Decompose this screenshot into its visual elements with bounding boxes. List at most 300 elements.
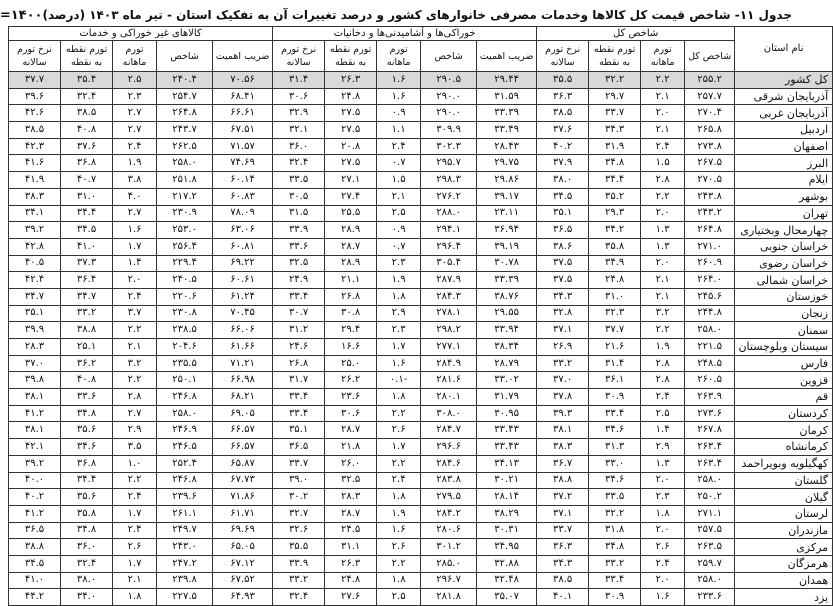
table-cell: ۲.۱ xyxy=(377,188,421,205)
table-cell: ۲.۱ xyxy=(641,288,685,305)
table-cell: ۲۴۶.۵ xyxy=(157,439,213,456)
table-cell: ۳۴.۳ xyxy=(589,122,641,139)
table-cell: ۳۳.۹ xyxy=(273,555,325,572)
table-cell: ۲۴۳.۰ xyxy=(157,539,213,556)
table-cell: ۱.۴ xyxy=(113,255,157,272)
table-cell: ۲.۰ xyxy=(641,522,685,539)
table-cell: ۳۱.۸ xyxy=(589,522,641,539)
table-cell: ۲.۱ xyxy=(641,88,685,105)
table-cell: ۳۳.۰ xyxy=(589,455,641,472)
table-cell: ۳.۸ xyxy=(113,172,157,189)
table-cell: ۴۱.۹ xyxy=(9,172,61,189)
table-cell: ۲.۲ xyxy=(377,405,421,422)
table-cell: ۳۸.۶ xyxy=(537,238,589,255)
province-name: ایلام xyxy=(735,172,833,189)
table-cell: ۳۵.۱ xyxy=(537,205,589,222)
table-cell: ۲۴.۸ xyxy=(325,572,377,589)
table-cell: ۲۲۹.۴ xyxy=(157,255,213,272)
table-cell: ۳۷.۱ xyxy=(537,505,589,522)
table-cell: ۳۸.۳۴ xyxy=(477,339,537,356)
table-cell: ۳۲.۹ xyxy=(273,105,325,122)
table-cell: ۳۲.۴ xyxy=(61,555,113,572)
table-cell: ۳.۵ xyxy=(113,439,157,456)
table-cell: ۱.۹ xyxy=(377,272,421,289)
table-cell: ۳۹.۶ xyxy=(9,88,61,105)
table-cell: ۳۶.۰ xyxy=(273,138,325,155)
table-cell: ۰.۹ xyxy=(377,105,421,122)
table-cell: ۳۰.۷۸ xyxy=(477,255,537,272)
table-cell: ۱.۸ xyxy=(377,489,421,506)
table-cell: ۲.۸ xyxy=(641,372,685,389)
table-cell: ۲۴.۸ xyxy=(325,88,377,105)
table-cell: ۲۸.۹ xyxy=(325,255,377,272)
table-cell: ۶۱.۷۱ xyxy=(213,505,273,522)
table-cell: ۲۶.۰ xyxy=(325,455,377,472)
table-cell: ۱.۶ xyxy=(113,222,157,239)
table-row xyxy=(9,288,833,305)
table-cell: ۴۴.۲ xyxy=(9,589,61,606)
table-cell: ۳۲.۷ xyxy=(273,505,325,522)
table-cell: ۶۵.۰۵ xyxy=(213,539,273,556)
table-cell: ۱.۵ xyxy=(641,155,685,172)
table-cell: ۲۶۰.۹ xyxy=(685,255,735,272)
table-cell: ۲۸۱.۶ xyxy=(421,372,477,389)
table-cell: ۱.۷ xyxy=(113,505,157,522)
table-row xyxy=(9,222,833,239)
table-cell: ۲۸.۹ xyxy=(325,222,377,239)
table-cell: ۲۴۵.۶ xyxy=(685,288,735,305)
table-cell: ۲۵۸.۰ xyxy=(685,322,735,339)
table-cell: ۳۶.۷ xyxy=(537,455,589,472)
table-cell: ۳۹.۱۷ xyxy=(477,188,537,205)
table-cell: ۲۲۱.۵ xyxy=(685,339,735,356)
table-cell: ۳۴.۸ xyxy=(589,539,641,556)
table-cell: ۳۴.۷ xyxy=(61,288,113,305)
table-cell: ۲۵.۰ xyxy=(325,355,377,372)
table-cell: ۳۸.۱ xyxy=(537,422,589,439)
table-row xyxy=(9,422,833,439)
table-cell: ۲۶۰.۵ xyxy=(685,372,735,389)
table-cell: ۳۰.۷ xyxy=(273,305,325,322)
table-cell: ۳۰.۶ xyxy=(325,405,377,422)
table-cell: ۳۶.۳ xyxy=(537,539,589,556)
table-cell: ۲۴۰.۵ xyxy=(157,272,213,289)
table-cell: ۰.۹ xyxy=(377,222,421,239)
col-header: ضریب اهمیت xyxy=(213,41,273,72)
table-cell: ۱.۶ xyxy=(377,522,421,539)
table-cell: ۴۰.۲ xyxy=(537,138,589,155)
col-header: نرخ تورم سالانه xyxy=(9,41,61,72)
table-row xyxy=(9,305,833,322)
table-cell: ۲.۵ xyxy=(113,72,157,89)
table-cell: ۱.۳ xyxy=(641,222,685,239)
table-cell: ۲۱.۶ xyxy=(589,339,641,356)
table-cell: ۱.۸ xyxy=(113,589,157,606)
table-cell: ۲۴۳.۷ xyxy=(157,122,213,139)
province-name: خراسان شمالی xyxy=(735,272,833,289)
table-cell: ۲۹۶.۶ xyxy=(421,439,477,456)
table-cell: ۳۰۸.۰ xyxy=(421,405,477,422)
table-cell: ۳۵.۱ xyxy=(9,305,61,322)
table-cell: ۲۵۴.۷ xyxy=(157,88,213,105)
table-cell: ۳۴.۴ xyxy=(61,205,113,222)
table-cell: -۰.۱ xyxy=(377,372,421,389)
table-cell: ۲۹۰.۰ xyxy=(421,105,477,122)
table-cell: ۶۷.۱۲ xyxy=(213,555,273,572)
table-cell: ۳۴.۱ xyxy=(9,205,61,222)
table-cell: ۲۸.۳ xyxy=(9,339,61,356)
table-cell: ۳۸.۸ xyxy=(61,322,113,339)
table-cell: ۱.۹ xyxy=(641,339,685,356)
table-cell: ۲.۴ xyxy=(641,389,685,406)
table-cell: ۲۵۹.۷ xyxy=(685,555,735,572)
table-cell: ۲۸۴.۹ xyxy=(421,355,477,372)
province-name: قزوین xyxy=(735,372,833,389)
table-cell: ۲۵۵.۲ xyxy=(685,72,735,89)
province-name: خراسان جنوبی xyxy=(735,238,833,255)
province-name: اردبیل xyxy=(735,122,833,139)
table-cell: ۳۱.۵ xyxy=(273,205,325,222)
table-cell: ۲.۲ xyxy=(377,555,421,572)
table-cell: ۳۴.۵ xyxy=(537,188,589,205)
table-cell: ۲.۱ xyxy=(641,122,685,139)
table-cell: ۲۷.۴ xyxy=(325,188,377,205)
table-cell: ۶۶.۵۷ xyxy=(213,422,273,439)
table-cell: ۱.۳ xyxy=(641,238,685,255)
table-cell: ۳۱.۳ xyxy=(589,439,641,456)
table-cell: ۲.۰ xyxy=(641,205,685,222)
table-cell: ۳۴.۲ xyxy=(589,222,641,239)
table-cell: ۲۴۷.۲ xyxy=(157,555,213,572)
table-cell: ۳۰.۳۱ xyxy=(477,522,537,539)
table-cell: ۲.۵ xyxy=(377,589,421,606)
table-cell: ۲۹.۸۶ xyxy=(477,172,537,189)
table-cell: ۳.۷ xyxy=(113,305,157,322)
table-cell: ۲.۲ xyxy=(377,455,421,472)
table-cell: ۳۷.۲ xyxy=(537,489,589,506)
table-cell: ۲۹۸.۲ xyxy=(421,322,477,339)
table-cell: ۳۹.۰ xyxy=(273,472,325,489)
table-cell: ۳۶.۳ xyxy=(537,88,589,105)
table-cell: ۲۷۳.۶ xyxy=(685,405,735,422)
province-name: کل کشور xyxy=(735,72,833,89)
table-cell: ۳۰۲.۳ xyxy=(421,138,477,155)
price-index-table xyxy=(8,26,833,606)
table-cell: ۳۳.۹ xyxy=(273,222,325,239)
table-cell: ۳۴.۸ xyxy=(61,405,113,422)
table-cell: ۳۲.۱ xyxy=(273,122,325,139)
province-name: بوشهر xyxy=(735,188,833,205)
province-name: آذربایجان غربی xyxy=(735,105,833,122)
table-cell: ۳۲.۵ xyxy=(273,255,325,272)
table-cell: ۶۶.۶۱ xyxy=(213,105,273,122)
table-cell: ۲۵۷.۷ xyxy=(685,88,735,105)
province-name: هرمزگان xyxy=(735,555,833,572)
province-name: کرمانشاه xyxy=(735,439,833,456)
table-cell: ۲۱۷.۲ xyxy=(157,188,213,205)
table-cell: ۳۴.۱۳ xyxy=(477,455,537,472)
table-cell: ۲۸.۷ xyxy=(325,238,377,255)
table-cell: ۲.۳ xyxy=(377,322,421,339)
table-cell: ۳۳.۶ xyxy=(273,238,325,255)
table-cell: ۱.۳ xyxy=(641,455,685,472)
province-name: گیلان xyxy=(735,489,833,506)
table-cell: ۲.۴ xyxy=(113,288,157,305)
table-cell: ۳۷.۷ xyxy=(589,322,641,339)
base-year: ۱۴۰۰= xyxy=(0,7,43,23)
table-cell: ۲۹.۷ xyxy=(589,88,641,105)
table-cell: ۱.۶ xyxy=(377,355,421,372)
table-cell: ۲.۴ xyxy=(641,555,685,572)
table-cell: ۳۸.۳ xyxy=(9,188,61,205)
table-cell: ۲.۲ xyxy=(113,322,157,339)
table-cell: ۳۳.۲ xyxy=(273,572,325,589)
table-cell: ۳۳.۴ xyxy=(273,288,325,305)
table-cell: ۲۷.۱ xyxy=(325,172,377,189)
col-header: تورم نقطه به نقطه xyxy=(325,41,377,72)
table-cell: ۳۵.۶ xyxy=(61,489,113,506)
table-cell: ۲۶۷.۸ xyxy=(685,422,735,439)
table-cell: ۳۶.۵ xyxy=(273,439,325,456)
table-cell: ۳۳.۲ xyxy=(537,355,589,372)
table-cell: ۲.۲ xyxy=(641,322,685,339)
table-cell: ۱.۸ xyxy=(641,505,685,522)
table-cell: ۲۸۴.۲ xyxy=(421,505,477,522)
table-cell: ۴۰.۷ xyxy=(61,172,113,189)
table-cell: ۲۹۴.۱ xyxy=(421,222,477,239)
table-cell: ۳۴.۰ xyxy=(61,589,113,606)
table-cell: ۳۶.۵ xyxy=(537,222,589,239)
table-cell: ۲۶.۲ xyxy=(325,372,377,389)
table-cell: ۳۰.۸ xyxy=(325,305,377,322)
table-row xyxy=(9,238,833,255)
table-cell: ۳۳.۳۹ xyxy=(477,272,537,289)
table-cell: ۲۴۳.۸ xyxy=(685,188,735,205)
table-cell: ۳۴.۴ xyxy=(589,172,641,189)
table-cell: ۲۲۷.۵ xyxy=(157,589,213,606)
table-cell: ۲.۹ xyxy=(377,305,421,322)
table-cell: ۳۶.۹۴ xyxy=(477,222,537,239)
table-cell: ۳۹.۳ xyxy=(537,405,589,422)
table-row xyxy=(9,389,833,406)
col-header: تورم نقطه به نقطه xyxy=(589,41,641,72)
table-cell: ۲.۳ xyxy=(113,88,157,105)
table-cell: ۲۴۰.۴ xyxy=(157,72,213,89)
table-cell: ۲۷.۵ xyxy=(325,155,377,172)
table-cell: ۲۳.۶ xyxy=(325,389,377,406)
table-cell: ۲۷۱.۱ xyxy=(685,505,735,522)
table-cell: ۲.۴ xyxy=(377,472,421,489)
table-cell: ۳۳.۷ xyxy=(273,455,325,472)
table-row xyxy=(9,188,833,205)
province-name: فارس xyxy=(735,355,833,372)
table-cell: ۲۰۴.۶ xyxy=(157,339,213,356)
table-cell: ۳۲.۳ xyxy=(589,305,641,322)
table-cell: ۴.۰ xyxy=(113,188,157,205)
table-cell: ۳۴.۷ xyxy=(9,288,61,305)
table-cell: ۲۸۵.۰ xyxy=(421,555,477,572)
table-cell: ۲۹۶.۴ xyxy=(421,238,477,255)
table-row xyxy=(9,355,833,372)
province-name: البرز xyxy=(735,155,833,172)
table-cell: ۶۷.۵۱ xyxy=(213,122,273,139)
table-cell: ۱.۸ xyxy=(377,389,421,406)
table-cell: ۲۸۴.۷ xyxy=(421,422,477,439)
table-cell: ۲۴۸.۵ xyxy=(685,355,735,372)
table-cell: ۲.۴ xyxy=(641,138,685,155)
table-cell: ۱.۴ xyxy=(641,422,685,439)
table-cell: ۲۸.۷ xyxy=(325,422,377,439)
table-row xyxy=(9,88,833,105)
table-cell: ۱.۸ xyxy=(377,572,421,589)
table-cell: ۳۹.۲ xyxy=(9,455,61,472)
table-cell: ۴۲.۳ xyxy=(9,138,61,155)
table-cell: ۳۴.۹۵ xyxy=(477,539,537,556)
table-row xyxy=(9,138,833,155)
table-cell: ۱.۱ xyxy=(377,122,421,139)
table-cell: ۱.۶ xyxy=(377,72,421,89)
table-row xyxy=(9,105,833,122)
table-cell: ۳۰.۵ xyxy=(273,188,325,205)
table-cell: ۳۸.۵ xyxy=(537,572,589,589)
table-cell: ۳۸.۸ xyxy=(9,539,61,556)
table-row xyxy=(9,555,833,572)
table-cell: ۳۵.۸ xyxy=(61,505,113,522)
table-cell: ۶۷.۷۳ xyxy=(213,472,273,489)
table-cell: ۳۱.۷۹ xyxy=(477,389,537,406)
table-cell: ۲۹۶.۷ xyxy=(421,572,477,589)
table-cell: ۶۴.۹۳ xyxy=(213,589,273,606)
province-name: چهارمحال وبختیاری xyxy=(735,222,833,239)
table-cell: ۳۶.۲ xyxy=(61,355,113,372)
province-name: مازندران xyxy=(735,522,833,539)
table-cell: ۳۳.۴۳ xyxy=(477,439,537,456)
table-cell: ۳۴.۳ xyxy=(537,555,589,572)
table-cell: ۳۶.۵ xyxy=(9,522,61,539)
group-header-total: شاخص کل xyxy=(537,27,735,41)
table-cell: ۲۷۱.۰ xyxy=(685,238,735,255)
table-cell: ۳۳.۲ xyxy=(589,555,641,572)
table-cell: ۲۶.۸ xyxy=(325,288,377,305)
table-cell: ۴۱.۶ xyxy=(9,155,61,172)
table-cell: ۳۴.۶ xyxy=(589,472,641,489)
table-cell: ۳۷.۹ xyxy=(537,155,589,172)
province-name: کرمان xyxy=(735,422,833,439)
table-row xyxy=(9,255,833,272)
table-cell: ۳۸.۸ xyxy=(537,472,589,489)
table-cell: ۲۷۶.۲ xyxy=(421,188,477,205)
table-cell: ۳۶.۴ xyxy=(61,272,113,289)
table-cell: ۳۲.۸ xyxy=(537,305,589,322)
table-cell: ۳۲.۴۸ xyxy=(477,572,537,589)
table-cell: ۳۲.۲ xyxy=(589,72,641,89)
table-cell: ۲.۷ xyxy=(113,122,157,139)
table-cell: ۲۸۱.۸ xyxy=(421,589,477,606)
table-cell: ۱.۷ xyxy=(113,555,157,572)
table-row xyxy=(9,122,833,139)
table-cell: ۰.۷ xyxy=(377,155,421,172)
table-cell: ۲۶.۳ xyxy=(325,555,377,572)
table-cell: ۲۸۴.۳ xyxy=(421,288,477,305)
table-cell: ۲۴.۶ xyxy=(273,339,325,356)
table-cell: ۲.۳ xyxy=(377,255,421,272)
table-cell: ۳۸.۲۹ xyxy=(477,505,537,522)
table-cell: ۲.۵ xyxy=(641,405,685,422)
table-cell: ۲۱.۱ xyxy=(325,272,377,289)
table-cell: ۶۶.۹۸ xyxy=(213,372,273,389)
table-cell: ۳۳.۹۴ xyxy=(477,322,537,339)
table-cell: ۳۹.۸ xyxy=(9,372,61,389)
table-body xyxy=(9,72,833,606)
table-cell: ۲۶۳.۵ xyxy=(685,539,735,556)
col-header: تورم ماهانه xyxy=(113,41,157,72)
col-header: تورم ماهانه xyxy=(641,41,685,72)
table-cell: ۲۶۱.۱ xyxy=(157,505,213,522)
table-cell: ۳۳.۰۲ xyxy=(477,372,537,389)
table-cell: ۳۷.۱ xyxy=(537,322,589,339)
table-cell: ۲۴۳.۲ xyxy=(685,205,735,222)
table-cell: ۱.۷ xyxy=(113,238,157,255)
table-cell: ۴۱.۲ xyxy=(9,505,61,522)
table-cell: ۳۵.۵ xyxy=(537,72,589,89)
table-cell: ۲۸۰.۶ xyxy=(421,522,477,539)
table-cell: ۲۷۷.۱ xyxy=(421,339,477,356)
table-cell: ۳۱.۹ xyxy=(589,138,641,155)
table-cell: ۴۰.۸ xyxy=(61,122,113,139)
province-name: همدان xyxy=(735,572,833,589)
table-cell: ۴۰.۲ xyxy=(9,489,61,506)
table-row xyxy=(9,72,833,89)
table-cell: ۲۸.۷ xyxy=(325,505,377,522)
table-cell: ۳۸.۵ xyxy=(9,122,61,139)
province-name: سمنان xyxy=(735,322,833,339)
col-header: شاخص کل xyxy=(685,41,735,72)
table-row xyxy=(9,439,833,456)
title-row xyxy=(0,4,792,26)
table-cell: ۲۱.۸ xyxy=(325,439,377,456)
table-cell: ۲.۸ xyxy=(113,389,157,406)
province-name: خوزستان xyxy=(735,288,833,305)
table-cell: ۳.۲ xyxy=(641,305,685,322)
table-cell: ۳۸.۵ xyxy=(537,105,589,122)
table-cell: ۳۷.۳ xyxy=(61,255,113,272)
table-cell: ۳۲.۴ xyxy=(273,589,325,606)
table-cell: ۲۳۰.۸ xyxy=(157,305,213,322)
table-cell: ۳۶.۸ xyxy=(61,155,113,172)
table-cell: ۲.۲ xyxy=(641,72,685,89)
table-cell: ۳۸.۷۶ xyxy=(477,288,537,305)
province-name: اصفهان xyxy=(735,138,833,155)
table-cell: ۲۵۶.۴ xyxy=(157,238,213,255)
table-cell: ۴۲.۱ xyxy=(9,439,61,456)
table-cell: ۲۵.۱ xyxy=(61,339,113,356)
table-cell: ۳۰۵.۴ xyxy=(421,255,477,272)
table-cell: ۳۶.۱ xyxy=(589,372,641,389)
table-cell: ۱.۰ xyxy=(113,455,157,472)
table-cell: ۶۳.۰۶ xyxy=(213,222,273,239)
table-cell: ۲۸۸.۰ xyxy=(421,205,477,222)
table-cell: ۱.۷ xyxy=(377,439,421,456)
table-cell: ۲۲۰.۶ xyxy=(157,288,213,305)
table-cell: ۲۸.۷۹ xyxy=(477,355,537,372)
table-cell: ۶۹.۰۵ xyxy=(213,405,273,422)
table-cell: ۶۸.۲۱ xyxy=(213,389,273,406)
table-cell: ۴۰.۸ xyxy=(61,372,113,389)
table-cell: ۲۶.۸ xyxy=(273,355,325,372)
table-cell: ۳۱.۷ xyxy=(273,372,325,389)
table-cell: ۳۳.۶ xyxy=(61,389,113,406)
table-cell: ۲۴.۵ xyxy=(325,522,377,539)
